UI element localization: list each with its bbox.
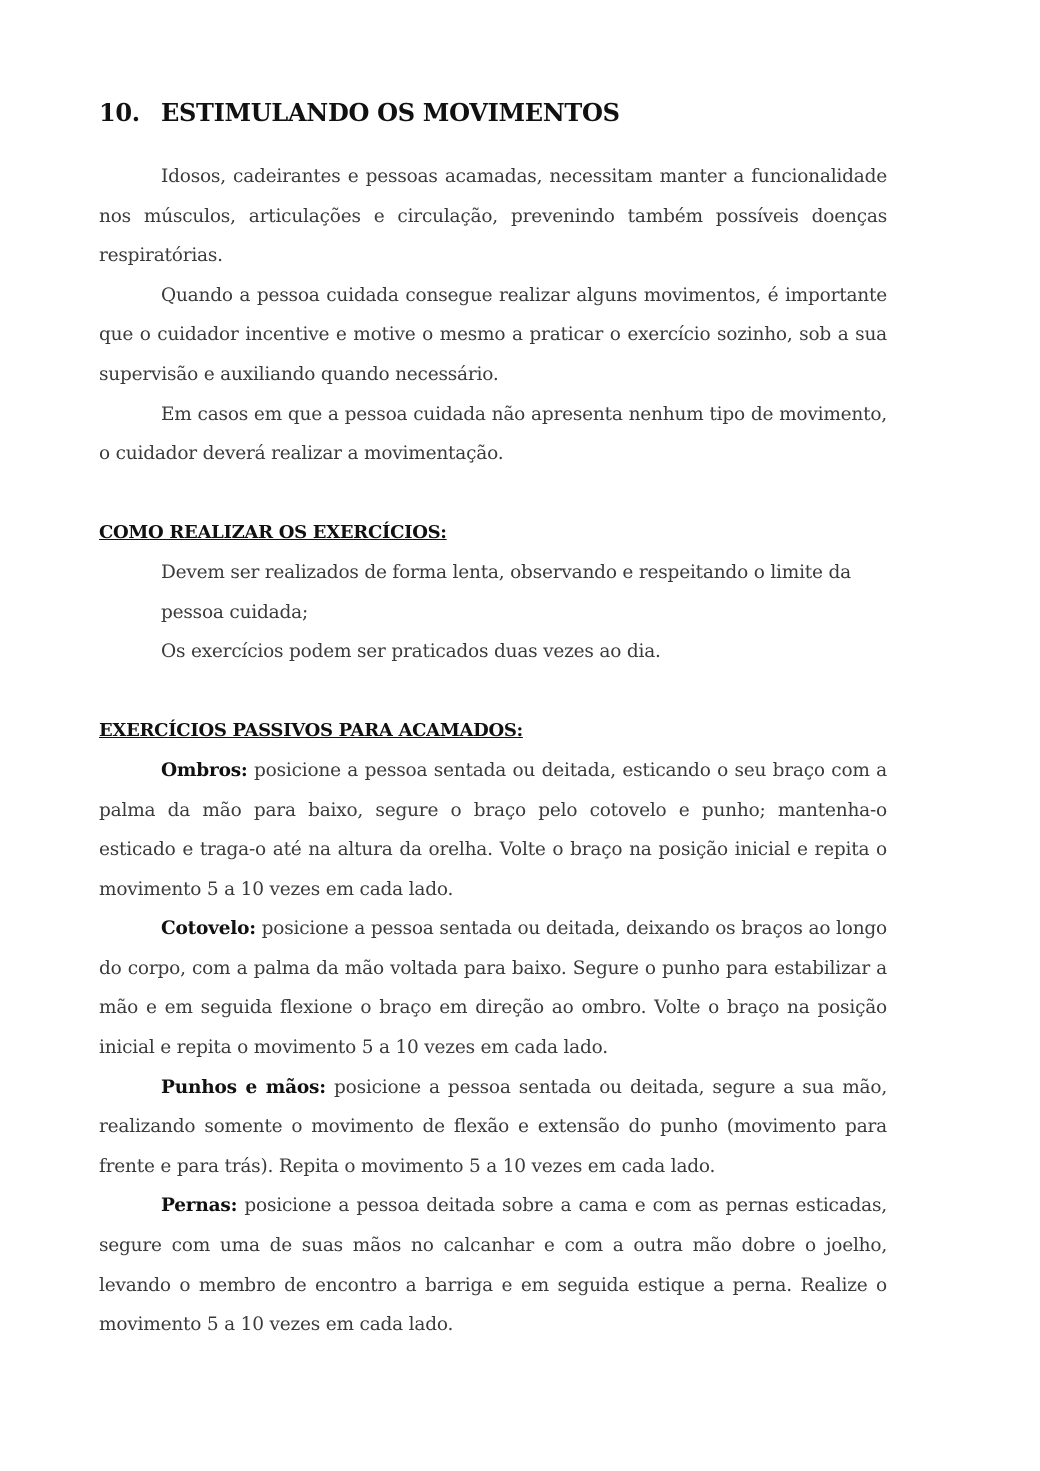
document-page <box>99 98 887 1345</box>
list-item: Os exercícios podem ser praticados duas vezes ao dia. <box>161 641 661 663</box>
exercise-paragraph-cotovelo <box>99 909 887 1067</box>
exercise-lead: Punhos e mãos: <box>161 1076 326 1098</box>
section-number: 10. <box>99 98 140 127</box>
section-heading <box>99 98 887 127</box>
exercise-text: posicione a pessoa sentada ou deitada, segure a sua mão, realizando somente o movimento de flexão e extensão do punho (movimento para frente e para trás). Repita o movimento 5 a 10 vezes em cada lado. <box>99 1076 887 1177</box>
subheading-text: COMO REALIZAR OS EXERCÍCIOS: <box>99 522 447 544</box>
list-item: Devem ser realizados de forma lenta, observando e respeitando o limite da pessoa cuidada; <box>161 561 851 623</box>
exercise-text: posicione a pessoa deitada sobre a cama e com as pernas esticadas, segure com uma de suas mãos no calcanhar e com a outra mão dobre o joelho, levando o membro de encontro a barriga e em seguida estique a perna. Realize o movimento 5 a 10 vezes em cada lado. <box>99 1195 887 1336</box>
spacer <box>99 474 887 514</box>
como-realizar-list <box>99 553 887 672</box>
section-title: ESTIMULANDO OS MOVIMENTOS <box>161 98 620 127</box>
exercise-lead: Ombros: <box>161 759 248 781</box>
spacer <box>99 672 887 712</box>
intro-paragraph: Quando a pessoa cuidada consegue realizar alguns movimentos, é importante que o cuidador incentive e motive o mesmo a praticar o exercício sozinho, sob a sua supervisão e auxiliando quando necessário. <box>99 284 887 385</box>
subheading-passivos <box>99 711 887 751</box>
exercise-paragraph-punhos <box>99 1068 887 1187</box>
subheading-como-realizar <box>99 513 887 553</box>
intro-paragraph: Idosos, cadeirantes e pessoas acamadas, necessitam manter a funcionalidade nos músculos, articulações e circulação, prevenindo também possíveis doenças respiratórias. <box>99 166 887 267</box>
exercise-paragraph-pernas <box>99 1186 887 1344</box>
exercise-text: posicione a pessoa sentada ou deitada, esticando o seu braço com a palma da mão para baixo, segure o braço pelo cotovelo e punho; mantenha-o esticado e traga-o até na altura da orelha. Volte o braço na posição inicial e repita o movimento 5 a 10 vezes em cada lado. <box>99 759 887 900</box>
intro-paragraph: Em casos em que a pessoa cuidada não apresenta nenhum tipo de movimento, o cuidador deverá realizar a movimentação. <box>99 403 887 465</box>
exercise-text: posicione a pessoa sentada ou deitada, deixando os braços ao longo do corpo, com a palma da mão voltada para baixo. Segure o punho para estabilizar a mão e em seguida flexione o braço em direção ao ombro. Volte o braço na posição inicial e repita o movimento 5 a 10 vezes em cada lado. <box>99 918 887 1059</box>
exercise-lead: Pernas: <box>161 1195 238 1217</box>
exercise-paragraph-ombros <box>99 751 887 909</box>
exercise-lead: Cotovelo: <box>161 918 256 940</box>
subheading-text: EXERCÍCIOS PASSIVOS PARA ACAMADOS: <box>99 720 523 742</box>
